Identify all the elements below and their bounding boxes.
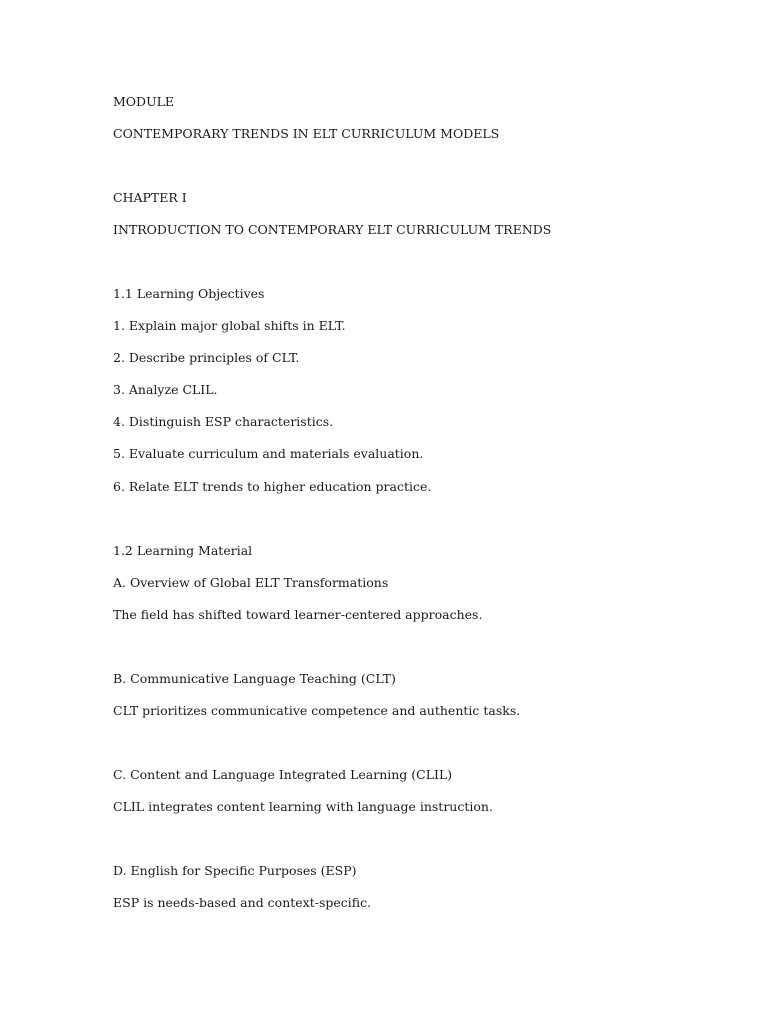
section-text: The field has shifted toward learner-centered approaches. [113,607,483,622]
objective-item: 4. Distinguish ESP characteristics. [113,414,334,429]
module-label: MODULE [113,94,175,109]
objective-item: 6. Relate ELT trends to higher education practice. [113,479,432,494]
chapter-label: CHAPTER I [113,190,187,205]
objective-item: 2. Describe principles of CLT. [113,350,300,365]
objective-item: 3. Analyze CLIL. [113,382,218,397]
material-heading: 1.2 Learning Material [113,543,253,558]
module-title: CONTEMPORARY TRENDS IN ELT CURRICULUM MODELS [113,126,500,141]
section-heading: C. Content and Language Integrated Learning (CLIL) [113,767,453,782]
objective-item: 5. Evaluate curriculum and materials evaluation. [113,446,424,461]
section-heading: A. Overview of Global ELT Transformations [113,575,389,590]
objective-item: 1. Explain major global shifts in ELT. [113,318,346,333]
section-text: ESP is needs-based and context-specific. [113,895,372,910]
section-heading: B. Communicative Language Teaching (CLT) [113,671,396,686]
section-text: CLT prioritizes communicative competence and authentic tasks. [113,703,521,718]
section-heading: D. English for Specific Purposes (ESP) [113,863,357,878]
objectives-heading: 1.1 Learning Objectives [113,286,265,301]
section-text: CLIL integrates content learning with language instruction. [113,799,493,814]
chapter-title: INTRODUCTION TO CONTEMPORARY ELT CURRICULUM TRENDS [113,222,552,237]
